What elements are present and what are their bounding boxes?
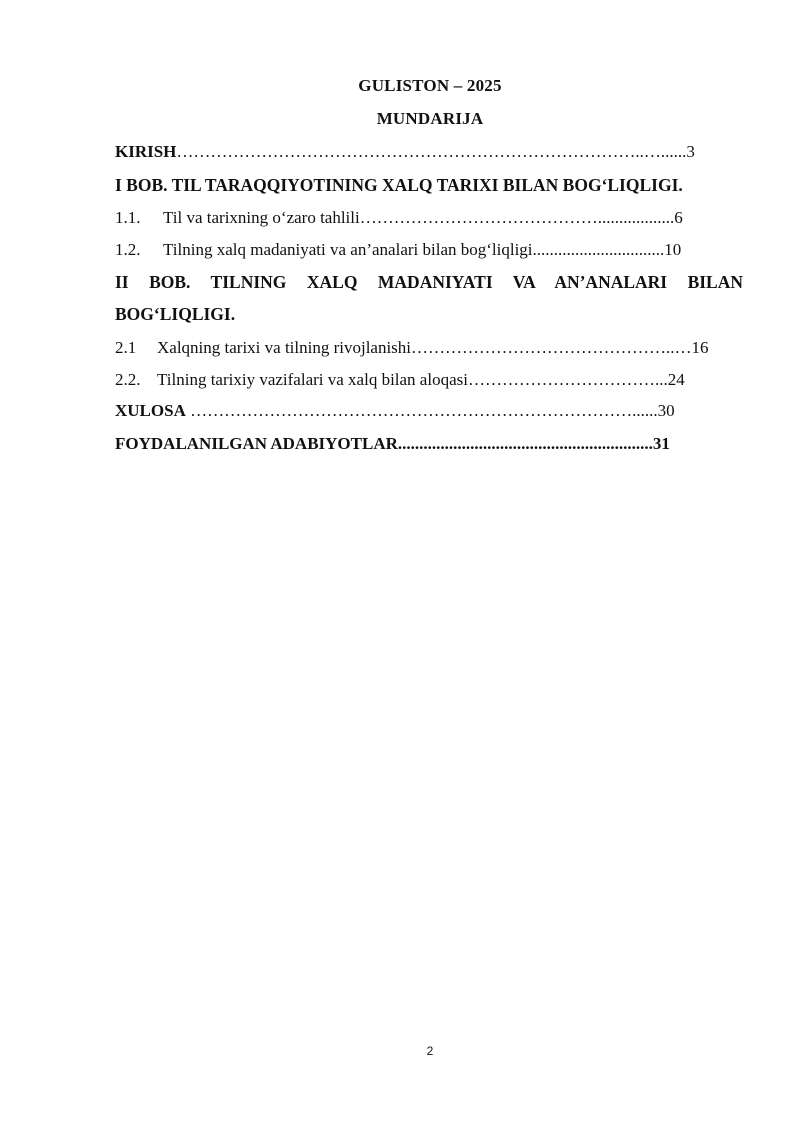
toc-entry-title: Tilning tarixiy vazifalari va xalq bilan aloqasi xyxy=(157,370,468,389)
toc-entry-1-1[interactable] xyxy=(115,207,743,229)
page-number: 2 xyxy=(426,1044,434,1058)
toc-page-number: 6 xyxy=(674,208,683,227)
toc-entry-2-1[interactable] xyxy=(115,337,743,359)
toc-page-number: 24 xyxy=(667,370,685,389)
toc-leader-dots: …………………………………….................. xyxy=(359,208,675,227)
toc-section-number: 2.1 xyxy=(115,338,137,357)
toc-entry-title: Tilning xalq madaniyati va an’analari bilan bog‘liqligi xyxy=(163,240,533,259)
toc-entry-2-2[interactable] xyxy=(115,369,743,391)
toc-page-number: 30 xyxy=(657,401,675,420)
toc-leader-dots: ............................................................ xyxy=(397,434,653,453)
toc-leader-dots: ……………………………………………………………………...... xyxy=(185,401,658,420)
toc-page-number: 3 xyxy=(686,142,695,161)
toc-entry-intro[interactable] xyxy=(115,141,743,163)
toc-leader-dots: ……………………………... xyxy=(467,370,668,389)
toc-entry-title: Xalqning tarixi va tilning rivojlanishi xyxy=(157,338,412,357)
toc-page-number: 31 xyxy=(652,434,670,453)
toc-entry-conclusion[interactable] xyxy=(115,400,743,422)
toc-chapter-2-line-2[interactable]: BOG‘LIQLIGI. xyxy=(115,304,236,324)
toc-leader-dots: ............................... xyxy=(532,240,665,259)
toc-section-number: 1.1. xyxy=(115,208,141,227)
toc-entry-title: FOYDALANILGAN ADABIYOTLAR xyxy=(115,434,398,453)
toc-entry-references[interactable] xyxy=(115,433,743,455)
toc-page-number: 16 xyxy=(691,338,709,357)
toc-leader-dots: ………………………………………………………………………..…...... xyxy=(176,142,687,161)
toc-title: MUNDARIJA xyxy=(376,109,484,128)
toc-chapter-1[interactable]: I BOB. TIL TARAQQIYOTINING XALQ TARIXI BILAN BOG‘LIQLIGI. xyxy=(115,175,683,195)
toc-chapter-2-line-1[interactable]: II BOB. TILNING XALQ MADANIYATI VA AN’ANALARI BILAN xyxy=(115,272,743,292)
toc-entry-title: Til va tarixning o‘zaro tahlili xyxy=(163,208,360,227)
toc-leader-dots: ………………………………………..… xyxy=(411,338,692,357)
city-year-heading: GULISTON – 2025 xyxy=(358,76,502,95)
toc-entry-1-2[interactable] xyxy=(115,239,743,261)
toc-entry-title: KIRISH xyxy=(115,142,177,161)
toc-page-number: 10 xyxy=(664,240,682,259)
toc-entry-title: XULOSA xyxy=(115,401,186,420)
toc-section-number: 1.2. xyxy=(115,240,141,259)
toc-section-number: 2.2. xyxy=(115,370,141,389)
